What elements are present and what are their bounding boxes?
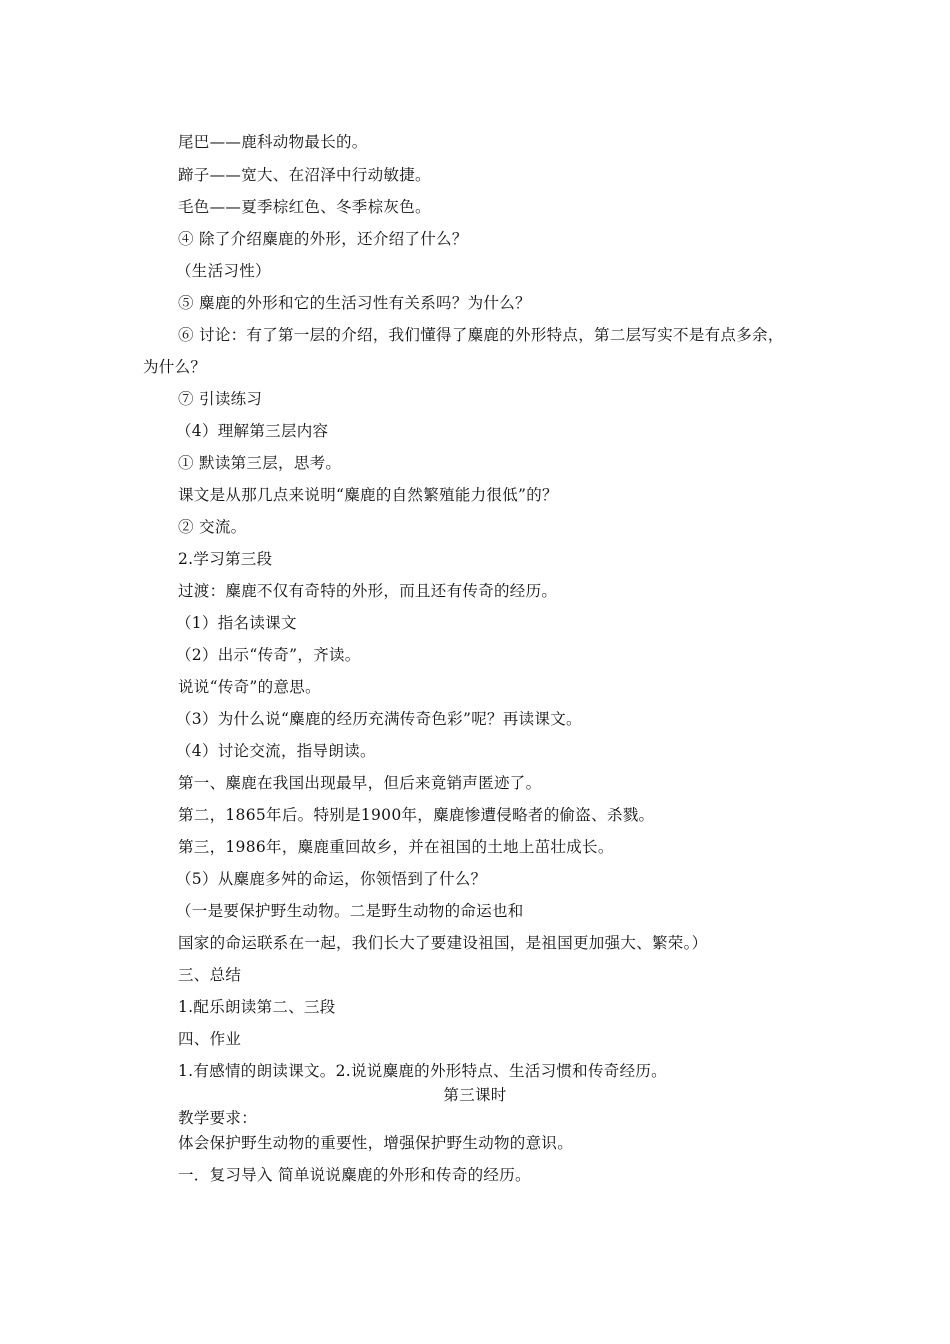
text-line-read-aloud: （1）指名读课文	[176, 614, 297, 632]
text-line-discuss-read: （4）讨论交流，指导朗读。	[176, 742, 376, 760]
text-line-study-section-3: 2.学习第三段	[178, 550, 273, 568]
text-line-exchange: ② 交流。	[178, 518, 247, 536]
text-line-show-legend: （2）出示“传奇”，齐读。	[176, 646, 361, 664]
text-line-why-legendary: （3）为什么说“麋鹿的经历充满传奇色彩”呢？再读课文。	[176, 710, 582, 728]
text-line-second: 第二，1865年后。特别是1900年，麋鹿惨遭侵略者的偷盗、杀戮。	[178, 806, 655, 824]
text-line-reproduction-question: 课文是从那几点来说明“麋鹿的自然繁殖能力很低”的？	[178, 486, 558, 504]
lesson-title: 第三课时	[443, 1086, 507, 1104]
text-line-teaching-requirements: 教学要求：	[178, 1109, 258, 1127]
text-line-silent-read: ① 默读第三层，思考。	[178, 454, 342, 472]
text-line-question-5: ⑤ 麋鹿的外形和它的生活习性有关系吗？为什么？	[178, 294, 531, 312]
text-line-understand-layer-3: （4）理解第三层内容	[176, 422, 329, 440]
text-line-homework-items: 1.有感情的朗读课文。2.说说麋鹿的外形特点、生活习惯和传奇经历。	[178, 1062, 667, 1080]
text-line-requirement-detail: 体会保护野生动物的重要性，增强保护野生动物的意识。	[178, 1134, 574, 1152]
text-line-fur-color: 毛色——夏季棕红色、冬季棕灰色。	[178, 198, 431, 216]
text-line-tail: 尾巴——鹿科动物最长的。	[178, 133, 368, 151]
text-line-transition: 过渡：麋鹿不仅有奇特的外形，而且还有传奇的经历。	[178, 582, 558, 600]
section-heading-homework: 四、作业	[178, 1030, 242, 1048]
text-line-meaning-legend: 说说“传奇”的意思。	[178, 678, 321, 696]
text-line-living-habits: （生活习性）	[176, 262, 271, 280]
text-line-discussion-6: ⑥ 讨论：有了第一层的介绍，我们懂得了麋鹿的外形特点，第二层写实不是有点多余，	[178, 326, 784, 344]
text-line-question-4: ④ 除了介绍麋鹿的外形，还介绍了什么？	[178, 230, 468, 248]
text-line-review-intro: 一．复习导入 简单说说麋鹿的外形和传奇的经历。	[178, 1166, 531, 1184]
text-line-answer-part-1: （一是要保护野生动物。二是野生动物的命运也和	[176, 902, 524, 920]
text-line-guided-reading-7: ⑦ 引读练习	[178, 390, 263, 408]
text-line-question-fate: （5）从麋鹿多舛的命运，你领悟到了什么？	[176, 870, 487, 888]
text-line-answer-part-2: 国家的命运联系在一起，我们长大了要建设祖国，是祖国更加强大、繁荣。）	[178, 934, 708, 952]
section-heading-summary: 三、总结	[178, 966, 242, 984]
text-line-music-reading: 1.配乐朗读第二、三段	[178, 998, 336, 1016]
text-line-third: 第三，1986年，麋鹿重回故乡，并在祖国的土地上茁壮成长。	[178, 838, 614, 856]
text-line-why: 为什么？	[143, 358, 207, 376]
text-line-hoof: 蹄子——宽大、在沼泽中行动敏捷。	[178, 166, 431, 184]
text-line-first: 第一、麋鹿在我国出现最早，但后来竟销声匿迹了。	[178, 774, 542, 792]
